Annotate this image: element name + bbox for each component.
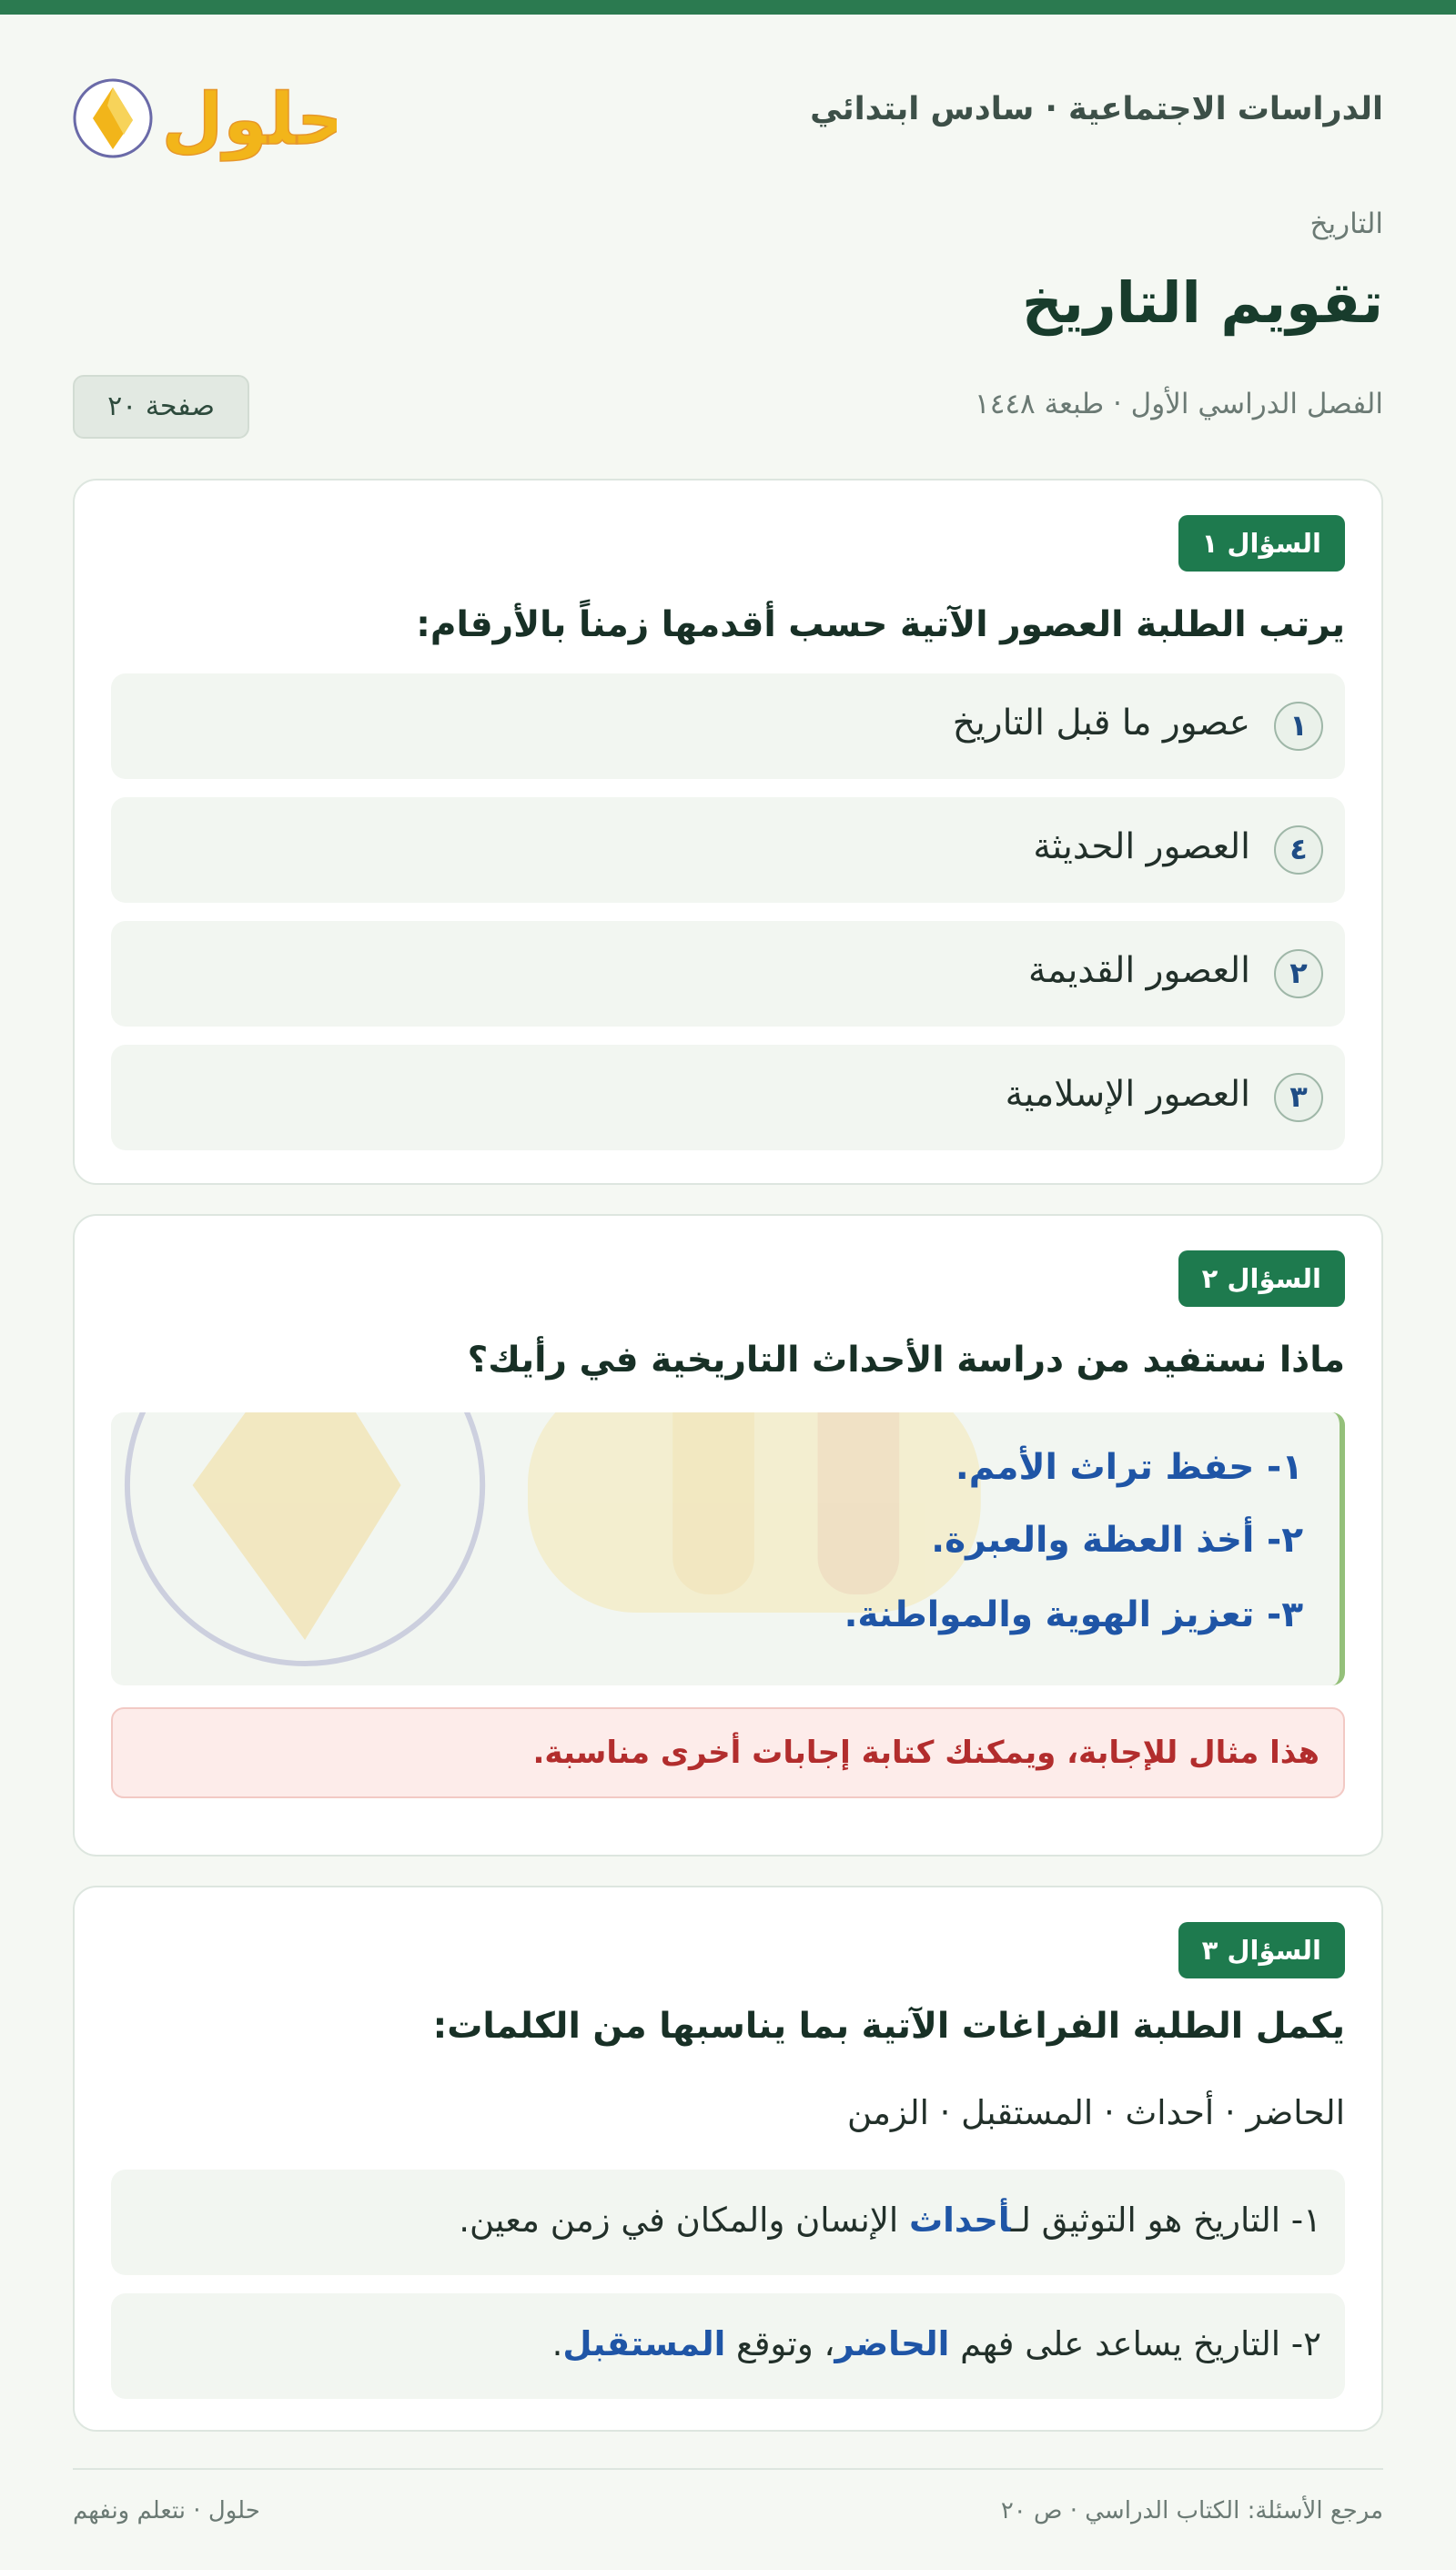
option-label: العصور الحديثة (1033, 826, 1250, 867)
option-number: ٣ (1274, 1073, 1323, 1122)
question-card-3 (73, 1886, 1383, 2432)
fill-blank-text (552, 2324, 1321, 2363)
answer-line: ٢- أخذ العظة والعبرة. (931, 1520, 1303, 1561)
top-accent-bar (0, 0, 1456, 15)
answer-line: ١- حفظ تراث الأمم. (955, 1447, 1303, 1488)
question-card-2 (73, 1214, 1383, 1857)
footer-brand[interactable]: حلول · نتعلم ونفهم (73, 2497, 260, 2524)
footer-divider (73, 2468, 1383, 2470)
sentence-part: ١- التاريخ هو التوثيق لـ (1010, 2201, 1321, 2240)
blank-answer: أحداث (908, 2201, 1011, 2240)
answer-line: ٣- تعزيز الهوية والمواطنة. (844, 1594, 1303, 1635)
question-text: يكمل الطلبة الفراغات الآتية بما يناسبها من الكلمات: (432, 2006, 1345, 2047)
page-header (73, 60, 1383, 169)
question-card-1 (73, 479, 1383, 1185)
question-badge: السؤال ١ (1178, 515, 1345, 572)
footer-reference: مرجع الأسئلة: الكتاب الدراسي · ص ٢٠ (1000, 2497, 1383, 2524)
option-number: ٤ (1274, 825, 1323, 875)
option-label: العصور القديمة (1028, 950, 1250, 991)
subject-title: الدراسات الاجتماعية · سادس ابتدائي (810, 91, 1383, 127)
answer-note-text: هذا مثال للإجابة، ويمكنك كتابة إجابات أخرى مناسبة. (532, 1735, 1320, 1771)
hulul-logo[interactable] (73, 60, 337, 169)
option-item (111, 797, 1345, 903)
word-bank: الحاضر · أحداث · المستقبل · الزمن (846, 2093, 1345, 2132)
fill-blank-text (459, 2201, 1321, 2240)
logo-wordmark: حلول (161, 79, 337, 161)
sentence-part: . (551, 2324, 563, 2363)
question-badge: السؤال ٣ (1178, 1922, 1345, 1978)
breadcrumb[interactable]: التاريخ (1309, 207, 1383, 240)
sentence-part: الإنسان والمكان في زمن معين. (459, 2201, 909, 2240)
logo-graphic (73, 60, 337, 169)
option-label: العصور الإسلامية (1005, 1074, 1250, 1115)
option-item (111, 1045, 1345, 1150)
question-badge: السؤال ٢ (1178, 1250, 1345, 1307)
sentence-part: ٢- التاريخ يساعد على فهم (949, 2324, 1321, 2363)
page-title: تقويم التاريخ (1021, 269, 1383, 336)
blank-answer: الحاضر (834, 2324, 950, 2363)
option-number: ١ (1274, 702, 1323, 751)
model-answer-box (111, 1412, 1345, 1685)
fill-blank-item (111, 2170, 1345, 2275)
option-label: عصور ما قبل التاريخ (952, 703, 1250, 744)
question-text: يرتب الطلبة العصور الآتية حسب أقدمها زمناً بالأرقام: (416, 604, 1345, 645)
fill-blank-item (111, 2293, 1345, 2399)
option-item (111, 921, 1345, 1027)
page-number-badge: صفحة ٢٠ (73, 375, 249, 439)
edition-meta: الفصل الدراسي الأول · طبعة ١٤٤٨ (975, 388, 1383, 420)
blank-answer: المستقبل (562, 2324, 726, 2363)
question-text: ماذا نستفيد من دراسة الأحداث التاريخية في رأيك؟ (467, 1340, 1345, 1381)
option-number: ٢ (1274, 949, 1323, 998)
answer-note (111, 1707, 1345, 1798)
sentence-part: ، وتوقع (725, 2324, 835, 2363)
option-item (111, 673, 1345, 779)
